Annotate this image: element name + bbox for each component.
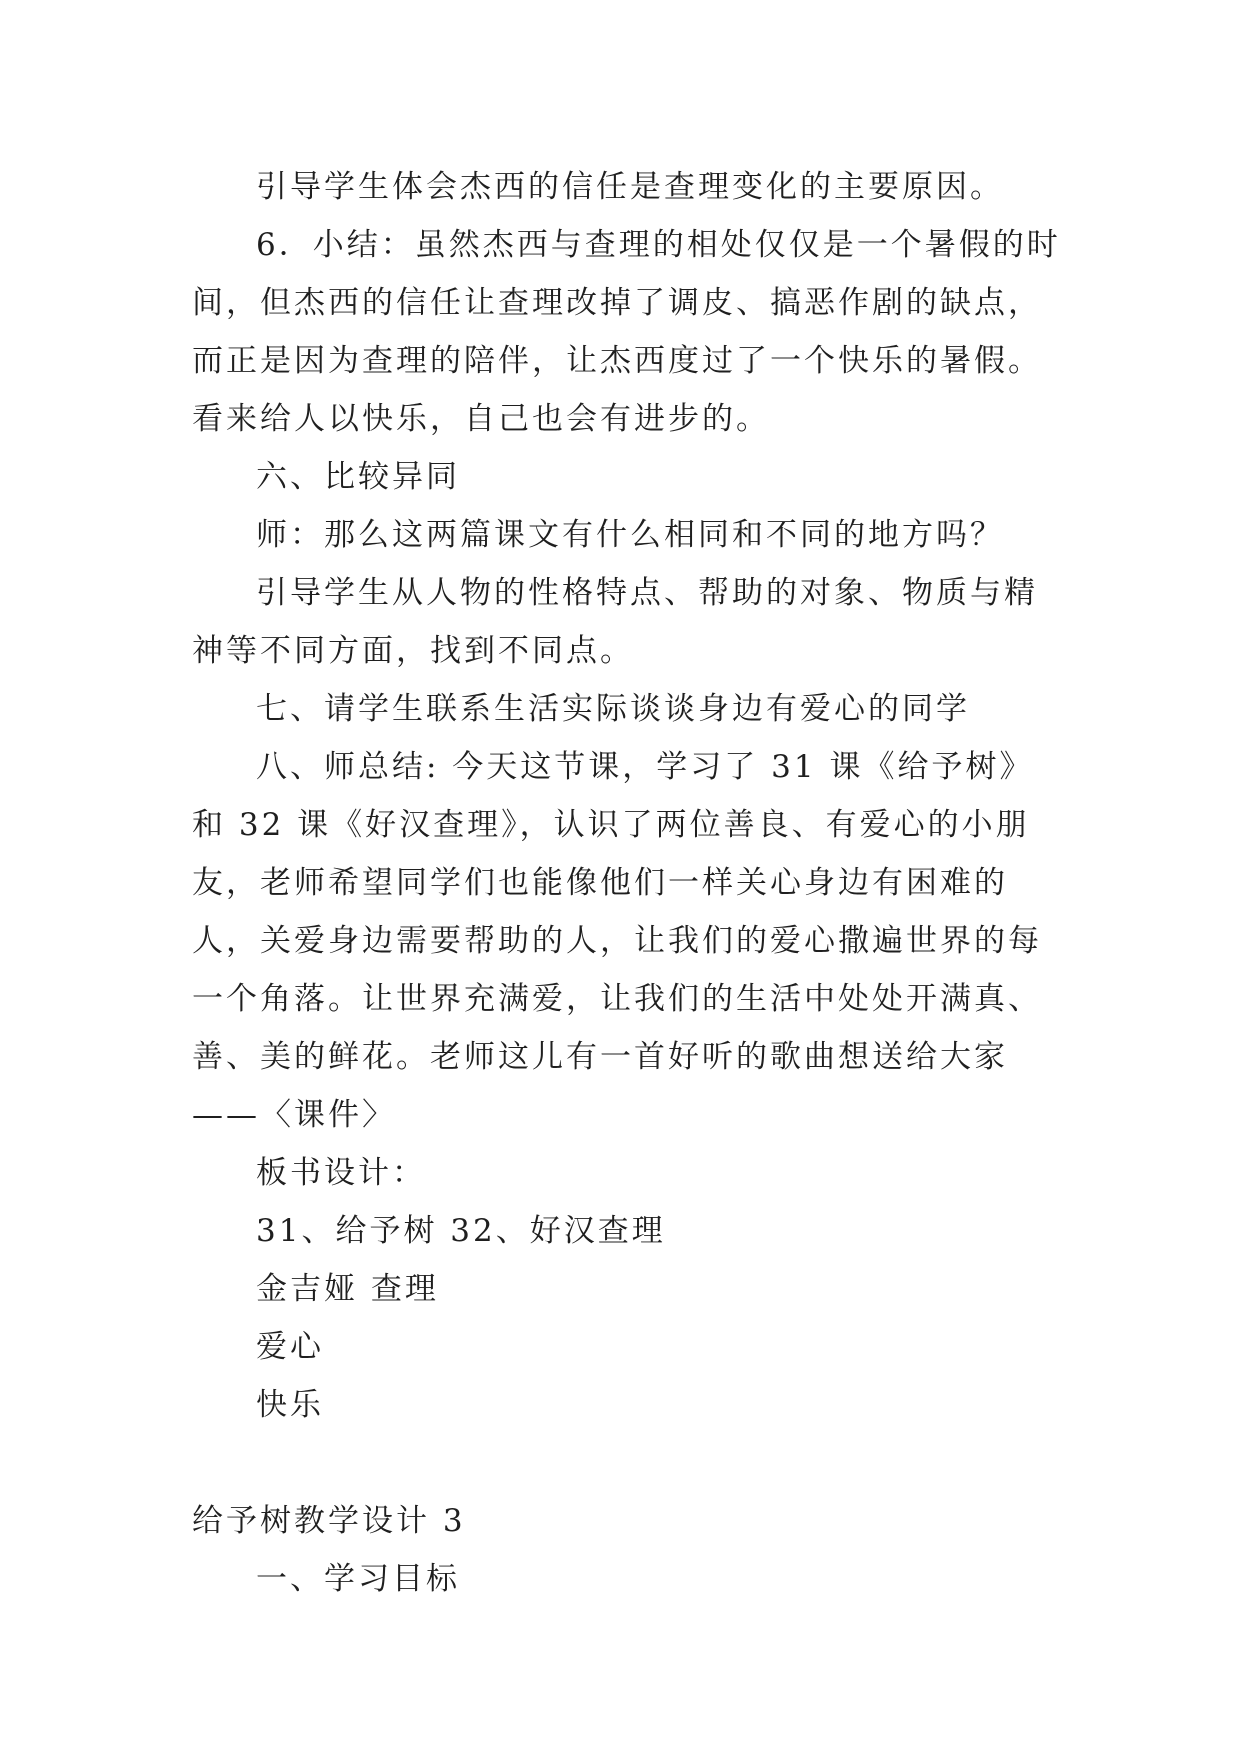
document-body [192, 158, 1062, 1608]
paragraph: 6．小结：虽然杰西与查理的相处仅仅是一个暑假的时间，但杰西的信任让查理改掉了调皮、搞恶作剧的缺点，而正是因为查理的陪伴，让杰西度过了一个快乐的暑假。看来给人以快乐，自己也会有进步的。 [192, 227, 1061, 437]
spacer [192, 1434, 1062, 1492]
paragraph: 板书设计： [256, 1155, 426, 1191]
paragraph: 师：那么这两篇课文有什么相同和不同的地方吗？ [256, 517, 1004, 553]
paragraph: 七、请学生联系生活实际谈谈身边有爱心的同学 [256, 691, 970, 727]
paragraph: 八、师总结: 今天这节课，学习了 31 课《给予树》和 32 课《好汉查理》，认识了两位善良、有爱心的小朋友，老师希望同学们也能像他们一样关心身边有困难的人，关爱身边需要帮助的人，让我们的爱心撒遍世界的每一个角落。让世界充满爱，让我们的生活中处处开满真、善、美的鲜花。老师这儿有一首好听的歌曲想送给大家——〈课件〉 [192, 749, 1042, 1133]
section-item: 一、学习目标 [256, 1561, 460, 1597]
paragraph: 爱心 [256, 1329, 324, 1365]
paragraph: 金吉娅 查理 [256, 1271, 439, 1307]
paragraph: 六、比较异同 [256, 459, 460, 495]
paragraph: 快乐 [256, 1387, 324, 1423]
paragraph: 引导学生从人物的性格特点、帮助的对象、物质与精神等不同方面，找到不同点。 [192, 575, 1038, 669]
paragraph: 引导学生体会杰西的信任是查理变化的主要原因。 [256, 169, 1004, 205]
paragraph: 31、给予树 32、好汉查理 [256, 1213, 666, 1249]
section-title: 给予树教学设计 3 [192, 1503, 466, 1539]
